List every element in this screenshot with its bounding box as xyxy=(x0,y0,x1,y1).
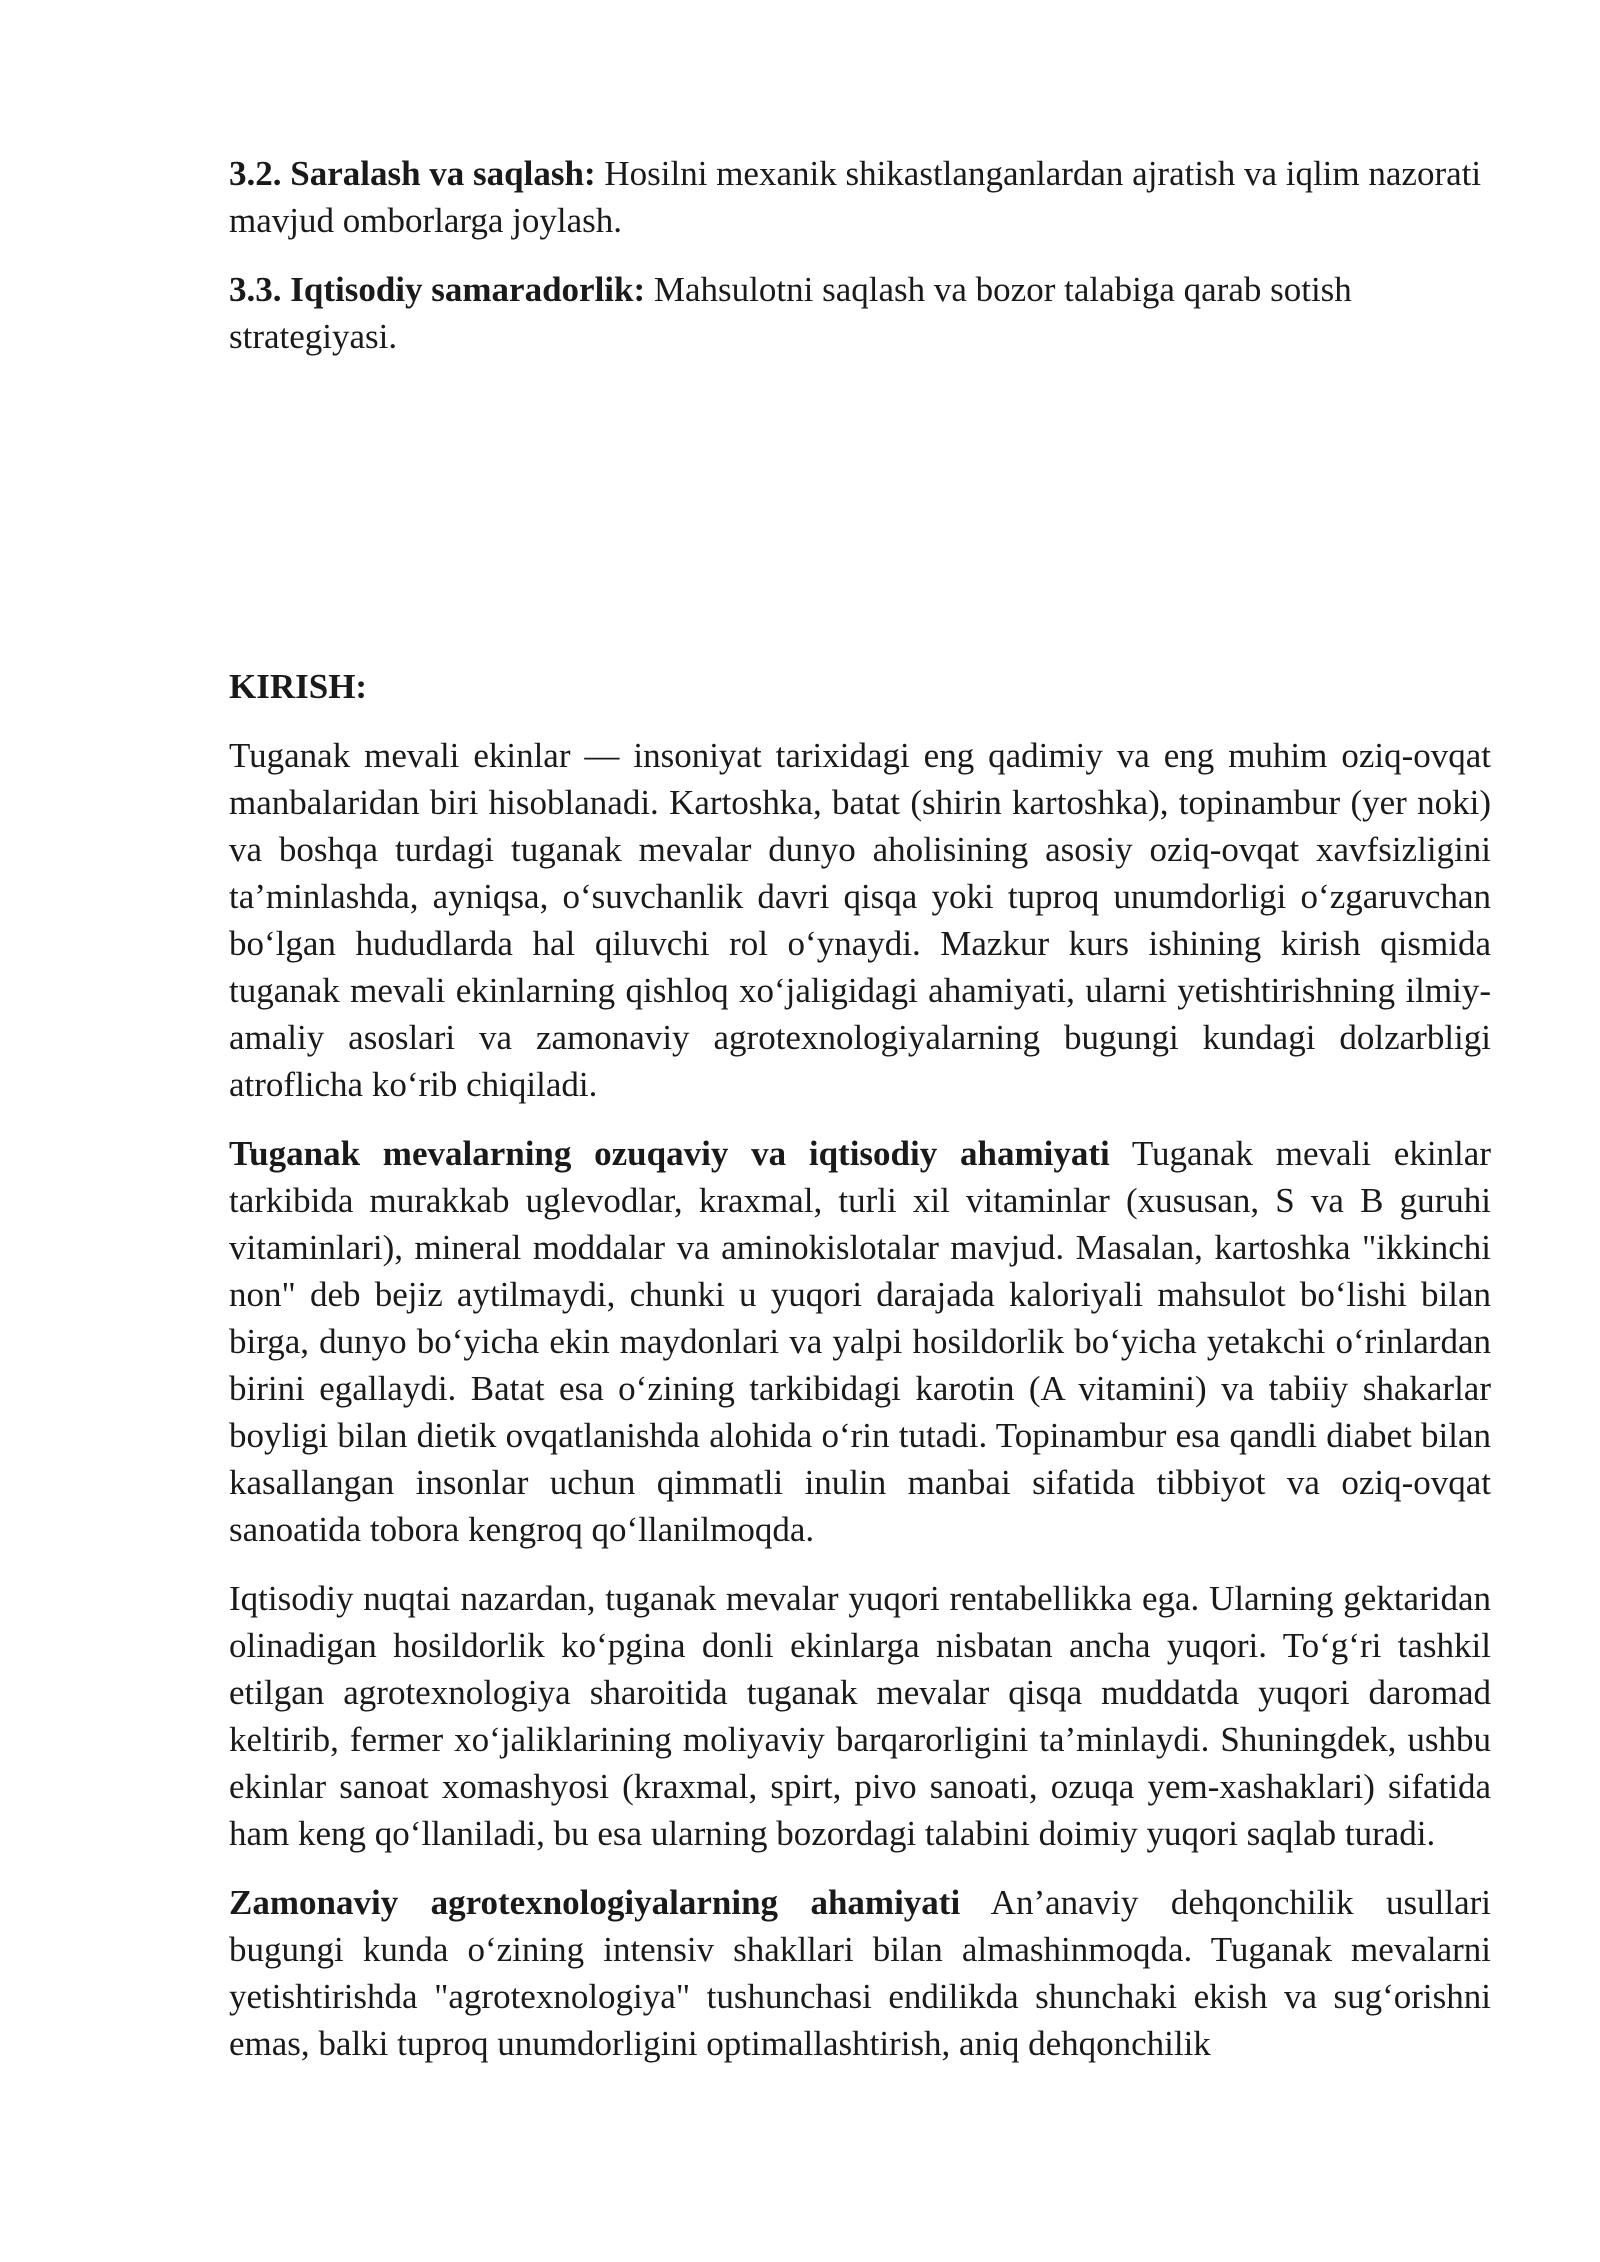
nutrition-paragraph xyxy=(229,1130,1491,1553)
section-3-3-text: Mahsulotni saqlash va bozor talabiga qarab sotish strategiyasi. xyxy=(229,270,1352,356)
modern-agrotech-label: Zamonaviy agrotexnologiyalarning ahamiyati xyxy=(229,1883,961,1922)
document-page xyxy=(229,150,1491,2089)
intro-paragraph: Tuganak mevali ekinlar — insoniyat tarixidagi eng qadimiy va eng muhim oziq-ovqat manbalaridan biri hisoblanadi. Kartoshka, batat (shirin kartoshka), topinambur (yer noki) va boshqa turdagi tuganak mevalar dunyo aholisining asosiy oziq-ovqat xavfsizligini ta’minlashda, ayniqsa, o‘suvchanlik davri qisqa yoki tuproq unumdorligi o‘zgaruvchan bo‘lgan hududlarda hal qiluvchi rol o‘ynaydi. Mazkur kurs ishining kirish qismida tuganak mevali ekinlarning qishloq xo‘jaligidagi ahamiyati, ularni yetishtirishning ilmiy-amaliy asoslari va zamonaviy agrotexnologiyalarning bugungi kundagi dolzarbligi atroflicha ko‘rib chiqiladi. xyxy=(229,736,1491,1104)
modern-agrotech-paragraph xyxy=(229,1879,1491,2067)
nutrition-text: Tuganak mevali ekinlar tarkibida murakkab uglevodlar, kraxmal, turli xil vitaminlar (xususan, S va B guruhi vitaminlari), mineral moddalar va aminokislotalar mavjud. Masalan, kartoshka "ikkinchi non" deb bejiz aytilmaydi, chunki u yuqori darajada kaloriyali mahsulot bo‘lishi bilan birga, dunyo bo‘yicha ekin maydonlari va yalpi hosildorlik bo‘yicha yetakchi o‘rinlardan birini egallaydi. Batat esa o‘zining tarkibidagi karotin (A vitamini) va tabiiy shakarlar boyligi bilan dietik ovqatlanishda alohida o‘rin tutadi. Topinambur esa qandli diabet bilan kasallangan insonlar uchun qimmatli inulin manbai sifatida tibbiyot va oziq-ovqat sanoatida tobora kengroq qo‘llanilmoqda. xyxy=(229,1134,1491,1549)
section-3-2-paragraph xyxy=(229,150,1491,244)
modern-agrotech-text: An’anaviy dehqonchilik usullari bugungi kunda o‘zining intensiv shakllari bilan almashinmoqda. Tuganak mevalarni yetishtirishda "agrotexnologiya" tushunchasi endilikda shunchaki ekish va sug‘orishni emas, balki tuproq unumdorligini optimallashtirish, aniq dehqonchilik xyxy=(229,1883,1491,2063)
section-3-3-paragraph xyxy=(229,266,1491,360)
section-3-2-text: Hosilni mexanik shikastlanganlardan ajratish va iqlim nazorati mavjud omborlarga joylash. xyxy=(229,154,1482,240)
section-3-2-label: 3.2. Saralash va saqlash: xyxy=(229,154,596,193)
nutrition-label: Tuganak mevalarning ozuqaviy va iqtisodiy ahamiyati xyxy=(229,1134,1110,1173)
economic-paragraph: Iqtisodiy nuqtai nazardan, tuganak mevalar yuqori rentabellikka ega. Ularning gektaridan olinadigan hosildorlik ko‘pgina donli ekinlarga nisbatan ancha yuqori. To‘g‘ri tashkil etilgan agrotexnologiya sharoitida tuganak mevalar qisqa muddatda yuqori daromad keltirib, fermer xo‘jaliklarining moliyaviy barqarorligini ta’minlaydi. Shuningdek, ushbu ekinlar sanoat xomashyosi (kraxmal, spirt, pivo sanoati, ozuqa yem-xashaklari) sifatida ham keng qo‘llaniladi, bu esa ularning bozordagi talabini doimiy yuqori saqlab turadi. xyxy=(229,1579,1491,1853)
section-3-3-label: 3.3. Iqtisodiy samaradorlik: xyxy=(229,270,646,309)
intro-heading: KIRISH: xyxy=(229,667,368,706)
blank-space xyxy=(229,382,1491,663)
